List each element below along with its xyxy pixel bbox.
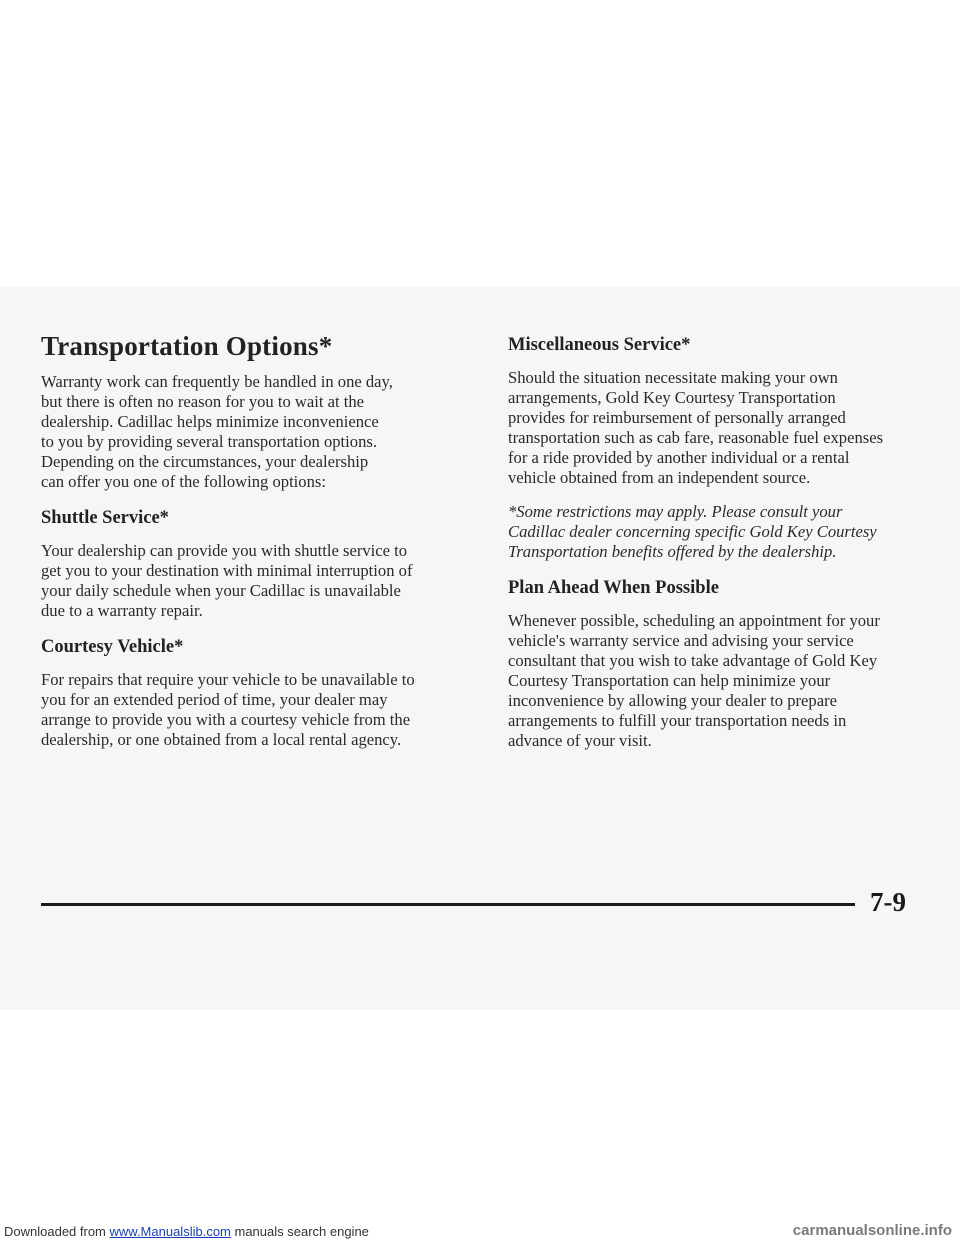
miscellaneous-service-heading: Miscellaneous Service* (508, 335, 691, 355)
footer-rule (41, 903, 855, 906)
courtesy-vehicle-heading: Courtesy Vehicle* (41, 637, 184, 657)
download-credit-prefix: Downloaded from (4, 1224, 110, 1239)
miscellaneous-service-paragraph: Should the situation necessitate making your own arrangements, Gold Key Courtesy Transportation provides for reimbursement of personally arranged transportation such as cab fare, reasonable fuel expenses for a ride provided by another individual or a rental vehicle obtained from an independent source. (508, 368, 884, 487)
shuttle-service-heading: Shuttle Service* (41, 508, 169, 528)
right-column (508, 330, 928, 765)
watermark-text: carmanualsonline.info (792, 1222, 952, 1239)
manualslib-link[interactable]: www.Manualslib.com (109, 1224, 231, 1239)
plan-ahead-heading: Plan Ahead When Possible (508, 578, 719, 598)
courtesy-vehicle-paragraph: For repairs that require your vehicle to be unavailable to you for an extended period of time, your dealer may arrange to provide you with a courtesy vehicle from the dealership, or one obtained from a local rental agency. (41, 670, 415, 749)
shuttle-service-paragraph: Your dealership can provide you with shuttle service to get you to your destination with minimal interruption of your daily schedule when your Cadillac is unavailable due to a warranty repair. (41, 541, 413, 620)
left-column (41, 330, 477, 764)
intro-paragraph: Warranty work can frequently be handled in one day, but there is often no reason for you to wait at the dealership. Cadillac helps minimize inconvenience to you by providing several transportation options. Depending on the circumstances, your dealership can offer you one of the following options: (41, 372, 393, 491)
download-credit-suffix: manuals search engine (230, 1224, 369, 1239)
restrictions-note: *Some restrictions may apply. Please consult your Cadillac dealer concerning specific Gold Key Courtesy Transportation benefits offered by the dealership. (508, 502, 877, 561)
page-number: 7-9 (870, 887, 906, 917)
plan-ahead-paragraph: Whenever possible, scheduling an appointment for your vehicle's warranty service and advising your service consultant that you wish to take advantage of Gold Key Courtesy Transportation can help minimize your inconvenience by allowing your dealer to prepare arrangements to fulfill your transportation needs in advance of your visit. (508, 611, 880, 750)
download-credit (4, 1224, 369, 1239)
page-title: Transportation Options* (41, 331, 333, 361)
